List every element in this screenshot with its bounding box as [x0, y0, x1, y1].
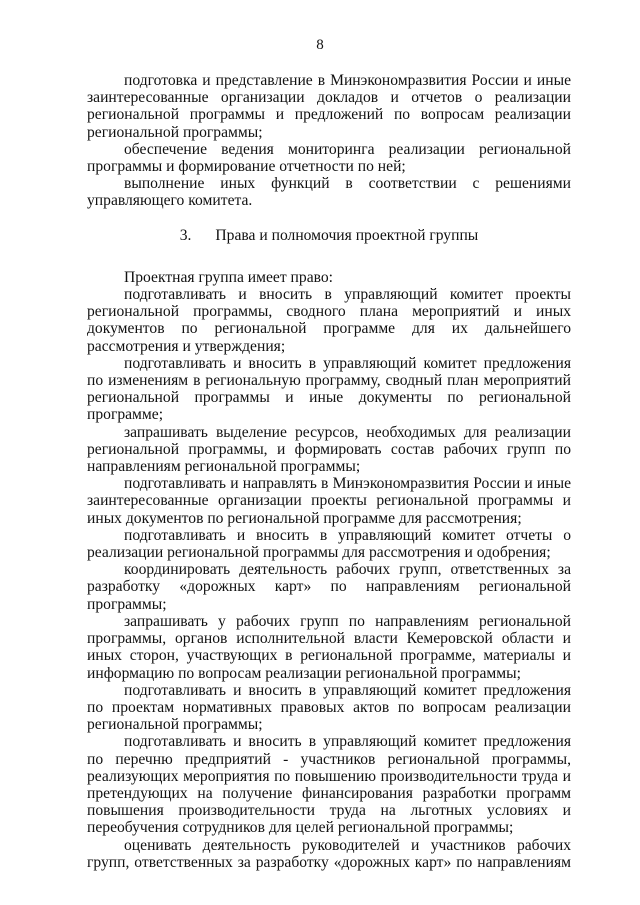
paragraph-intro-2: обеспечение ведения мониторинга реализации региональной программы и формирование отчетности по ней; — [87, 140, 571, 176]
document-body — [87, 72, 571, 871]
paragraph-right-6: координировать деятельность рабочих групп, ответственных за разработку «дорожных карт» по направлениям региональной программы; — [87, 561, 571, 613]
paragraph-right-9: подготавливать и вносить в управляющий комитет предложения по перечню предприятий - участников региональной программы, реализующих мероприятия по повышению производительности труда и претендующих на получение финансирования разработки программ повышения производительности труда на льготных условиях и переобучения сотрудников для целей региональной программы; — [87, 733, 571, 837]
paragraph-right-1: подготавливать и вносить в управляющий комитет проекты региональной программы, сводного плана мероприятий и иных документов по региональной программе для их дальнейшего рассмотрения и утверждения; — [87, 286, 571, 355]
paragraph-lead: Проектная группа имеет право: — [124, 268, 334, 286]
paragraph-right-10: оценивать деятельность руководителей и участников рабочих групп, ответственных за разработку «дорожных карт» по направлениям — [87, 836, 571, 871]
paragraph-intro-3: выполнение иных функций в соответствии с решениями управляющего комитета. — [87, 175, 571, 210]
page-number: 8 — [316, 37, 324, 53]
section-heading — [87, 210, 571, 261]
paragraph-right-8: подготавливать и вносить в управляющий комитет предложения по проектам нормативных правовых актов по вопросам реализации региональной программы; — [87, 681, 571, 734]
paragraph-right-2: подготавливать и вносить в управляющий комитет предложения по изменениям в региональную программу, сводный план мероприятий региональной программы и иные документы по региональной программе; — [87, 354, 571, 424]
section-title: Права и полномочия проектной группы — [215, 226, 479, 244]
paragraph-right-3: запрашивать выделение ресурсов, необходимых для реализации региональной программы, и формировать состав рабочих групп по направлениям региональной программы; — [87, 423, 571, 476]
paragraph-intro-1: подготовка и представление в Минэкономразвития России и иные заинтересованные организации докладов и отчетов о реализации региональной программы и предложений по вопросам реализации региональной программы; — [87, 72, 571, 141]
paragraph-right-4: подготавливать и направлять в Минэкономразвития России и иные заинтересованные организации проекты региональной программы и иных документов по региональной программе для рассмотрения; — [87, 475, 571, 527]
paragraph-right-5: подготавливать и вносить в управляющий комитет отчеты о реализации региональной программы для рассмотрения и одобрения; — [87, 526, 571, 562]
section-number: 3. — [179, 226, 192, 244]
paragraph-right-7: запрашивать у рабочих групп по направлениям региональной программы, органов исполнительной власти Кемеровской области и иных сторон, участвующих в региональной программе, материалы и информацию по вопросам реализации региональной программы; — [87, 612, 571, 682]
